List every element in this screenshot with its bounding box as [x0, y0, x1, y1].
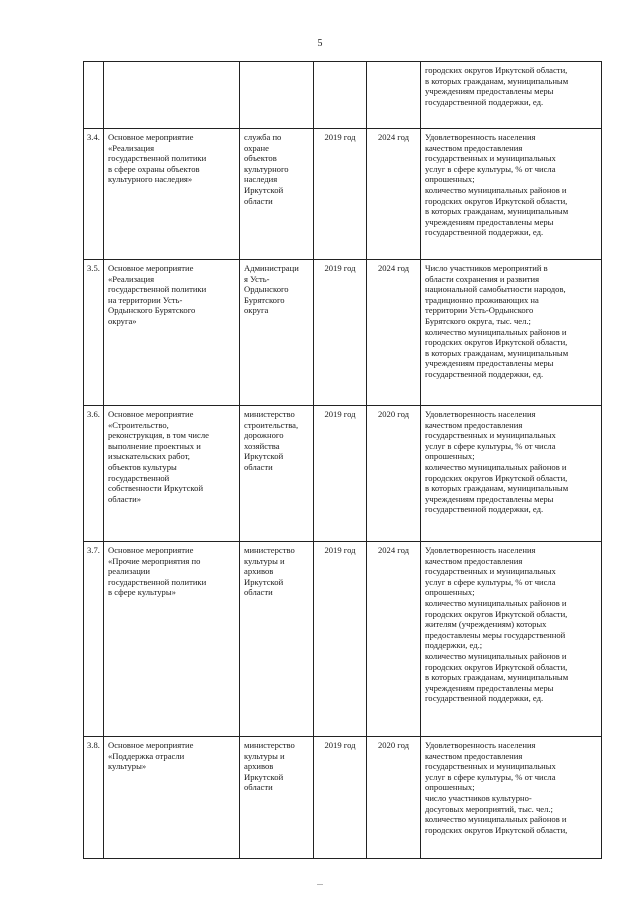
executor-cell — [240, 129, 314, 260]
result-line: количество муниципальных районов и — [425, 184, 567, 195]
result-line: Удовлетворенность населения — [425, 545, 536, 555]
event-line: культурного наследия» — [108, 174, 193, 185]
result-line: поддержки, ед.; — [425, 640, 483, 651]
executor-line: области — [244, 461, 273, 472]
result-line: Удовлетворенность населения — [425, 409, 536, 419]
event-line: выполнение проектных и — [108, 440, 201, 451]
event-line: «Реализация — [108, 142, 155, 153]
table-row — [84, 737, 602, 859]
result-line: качеством предоставления — [425, 142, 523, 153]
table-row — [84, 406, 602, 542]
result-line: городских округов Иркутской области, — [425, 195, 568, 206]
event-line: Основное мероприятие — [108, 409, 194, 419]
result-line: количество муниципальных районов и — [425, 326, 567, 337]
executor-line: наследия — [244, 174, 278, 185]
event-line: на территории Усть- — [108, 294, 183, 305]
result-line: досуговых мероприятий, тыс. чел.; — [425, 803, 553, 814]
result-line: государственных и муниципальных — [425, 761, 556, 772]
event-line: «Прочие мероприятия по — [108, 555, 201, 566]
executor-line: Иркутской — [244, 771, 284, 782]
row-number-cell: 3.6. — [84, 406, 104, 542]
executor-line: культурного — [244, 163, 289, 174]
executor-cell — [240, 542, 314, 737]
end-year-cell — [367, 62, 421, 129]
start-year-cell: 2019 год — [314, 260, 367, 406]
result-line: услуг в сфере культуры, % от числа — [425, 163, 556, 174]
result-line: учреждениям предоставлены меры — [425, 86, 554, 97]
result-cell — [421, 542, 602, 737]
result-line: в которых гражданам, муниципальным — [425, 75, 569, 86]
result-line: опрошенных; — [425, 451, 475, 462]
executor-line: я Усть- — [244, 273, 270, 284]
result-line: государственной поддержки, ед. — [425, 227, 544, 238]
executor-line: охране — [244, 142, 269, 153]
event-line: Ордынского Бурятского — [108, 305, 196, 316]
result-line: национальной самобытности народов, — [425, 284, 566, 295]
event-line: собственности Иркутской — [108, 483, 204, 494]
event-cell — [104, 542, 240, 737]
executor-line: Ордынского — [244, 284, 289, 295]
result-line: Число участников мероприятий в — [425, 263, 548, 273]
event-cell — [104, 260, 240, 406]
result-cell — [421, 129, 602, 260]
executor-line: хозяйства — [244, 440, 280, 451]
start-year-cell: 2019 год — [314, 542, 367, 737]
event-line: Основное мероприятие — [108, 263, 194, 273]
events-table-body — [84, 62, 602, 859]
end-year-cell: 2020 год — [367, 737, 421, 859]
event-line: округа» — [108, 315, 137, 326]
result-line: количество муниципальных районов и — [425, 814, 567, 825]
executor-line: министерство — [244, 409, 295, 419]
result-line: Удовлетворенность населения — [425, 740, 536, 750]
executor-line: строительства, — [244, 419, 299, 430]
executor-cell — [240, 260, 314, 406]
executor-line: области — [244, 195, 273, 206]
result-line: число участников культурно- — [425, 792, 532, 803]
result-line: в которых гражданам, муниципальным — [425, 672, 569, 683]
event-line: в сфере охраны объектов — [108, 163, 200, 174]
start-year-cell: 2019 год — [314, 737, 367, 859]
event-line: «Реализация — [108, 273, 155, 284]
row-number-cell — [84, 62, 104, 129]
event-cell — [104, 737, 240, 859]
result-line: городских округов Иркутской области, — [425, 661, 568, 672]
page-number: 5 — [317, 38, 323, 49]
event-cell — [104, 406, 240, 542]
result-line: государственной поддержки, ед. — [425, 504, 544, 515]
start-year-cell: 2019 год — [314, 406, 367, 542]
result-line: городских округов Иркутской области, — [425, 337, 568, 348]
result-line: опрошенных; — [425, 587, 475, 598]
result-line: жителям (учреждениям) которых — [425, 619, 547, 630]
end-year-cell: 2020 год — [367, 406, 421, 542]
result-line: государственной поддержки, ед. — [425, 368, 544, 379]
executor-line: Иркутской — [244, 184, 284, 195]
end-year-cell: 2024 год — [367, 260, 421, 406]
executor-line: объектов — [244, 153, 277, 164]
executor-line: министерство — [244, 545, 295, 555]
event-line: «Строительство, — [108, 419, 169, 430]
result-line: опрошенных; — [425, 174, 475, 185]
result-line: Удовлетворенность населения — [425, 132, 536, 142]
result-line: качеством предоставления — [425, 555, 523, 566]
table-row — [84, 129, 602, 260]
result-line: учреждениям предоставлены меры — [425, 216, 554, 227]
result-line: в которых гражданам, муниципальным — [425, 483, 569, 494]
result-line: услуг в сфере культуры, % от числа — [425, 771, 556, 782]
result-cell — [421, 62, 602, 129]
end-year-cell: 2024 год — [367, 129, 421, 260]
events-table — [83, 61, 602, 859]
result-line: количество муниципальных районов и — [425, 650, 567, 661]
table-row — [84, 260, 602, 406]
result-line: качеством предоставления — [425, 419, 523, 430]
event-line: объектов культуры — [108, 461, 177, 472]
result-line: городских округов Иркутской области, — [425, 824, 568, 835]
result-line: количество муниципальных районов и — [425, 597, 567, 608]
executor-line: служба по — [244, 132, 282, 142]
result-line: качеством предоставления — [425, 750, 523, 761]
event-line: реконструкция, в том числе — [108, 430, 209, 441]
result-line: городских округов Иркутской области, — [425, 472, 568, 483]
event-line: реализации — [108, 566, 150, 577]
executor-line: области — [244, 782, 273, 793]
executor-line: министерство — [244, 740, 295, 750]
start-year-cell: 2019 год — [314, 129, 367, 260]
executor-line: Иркутской — [244, 451, 284, 462]
event-line: Основное мероприятие — [108, 545, 194, 555]
event-cell — [104, 62, 240, 129]
event-line: Основное мероприятие — [108, 740, 194, 750]
executor-line: архивов — [244, 761, 274, 772]
start-year-cell — [314, 62, 367, 129]
result-cell — [421, 406, 602, 542]
row-number-cell: 3.8. — [84, 737, 104, 859]
result-line: услуг в сфере культуры, % от числа — [425, 576, 556, 587]
table-row — [84, 62, 602, 129]
event-line: государственной — [108, 472, 170, 483]
result-line: государственных и муниципальных — [425, 566, 556, 577]
row-number-cell: 3.4. — [84, 129, 104, 260]
executor-line: дорожного — [244, 430, 284, 441]
scan-mark — [317, 884, 323, 885]
end-year-cell: 2024 год — [367, 542, 421, 737]
result-line: городских округов Иркутской области, — [425, 65, 568, 75]
executor-line: области — [244, 587, 273, 598]
executor-cell — [240, 62, 314, 129]
executor-cell — [240, 406, 314, 542]
result-line: в которых гражданам, муниципальным — [425, 347, 569, 358]
table-row — [84, 542, 602, 737]
event-line: государственной политики — [108, 153, 207, 164]
result-line: государственной поддержки, ед. — [425, 96, 544, 107]
row-number-cell: 3.5. — [84, 260, 104, 406]
executor-line: культуры и — [244, 750, 285, 761]
executor-line: культуры и — [244, 555, 285, 566]
executor-line: Бурятского — [244, 294, 285, 305]
result-line: традиционно проживающих на — [425, 294, 539, 305]
result-line: учреждениям предоставлены меры — [425, 358, 554, 369]
event-line: изыскательских работ, — [108, 451, 190, 462]
event-cell — [104, 129, 240, 260]
result-line: учреждениям предоставлены меры — [425, 682, 554, 693]
result-cell — [421, 737, 602, 859]
executor-line: округа — [244, 305, 269, 316]
result-line: предоставлены меры государственной — [425, 629, 566, 640]
result-line: Бурятского округа, тыс. чел.; — [425, 315, 531, 326]
event-line: «Поддержка отрасли — [108, 750, 185, 761]
result-line: государственной поддержки, ед. — [425, 693, 544, 704]
executor-cell — [240, 737, 314, 859]
result-cell — [421, 260, 602, 406]
executor-line: архивов — [244, 566, 274, 577]
result-line: государственных и муниципальных — [425, 153, 556, 164]
result-line: опрошенных; — [425, 782, 475, 793]
executor-line: Администраци — [244, 263, 299, 273]
result-line: городских округов Иркутской области, — [425, 608, 568, 619]
row-number-cell: 3.7. — [84, 542, 104, 737]
event-line: в сфере культуры» — [108, 587, 176, 598]
event-line: государственной политики — [108, 576, 207, 587]
result-line: в которых гражданам, муниципальным — [425, 206, 569, 217]
event-line: государственной политики — [108, 284, 207, 295]
result-line: услуг в сфере культуры, % от числа — [425, 440, 556, 451]
event-line: области» — [108, 493, 142, 504]
executor-line: Иркутской — [244, 576, 284, 587]
result-line: области сохранения и развития — [425, 273, 540, 284]
result-line: государственных и муниципальных — [425, 430, 556, 441]
result-line: учреждениям предоставлены меры — [425, 493, 554, 504]
event-line: Основное мероприятие — [108, 132, 194, 142]
result-line: количество муниципальных районов и — [425, 461, 567, 472]
result-line: территории Усть-Ордынского — [425, 305, 534, 316]
event-line: культуры» — [108, 761, 147, 772]
